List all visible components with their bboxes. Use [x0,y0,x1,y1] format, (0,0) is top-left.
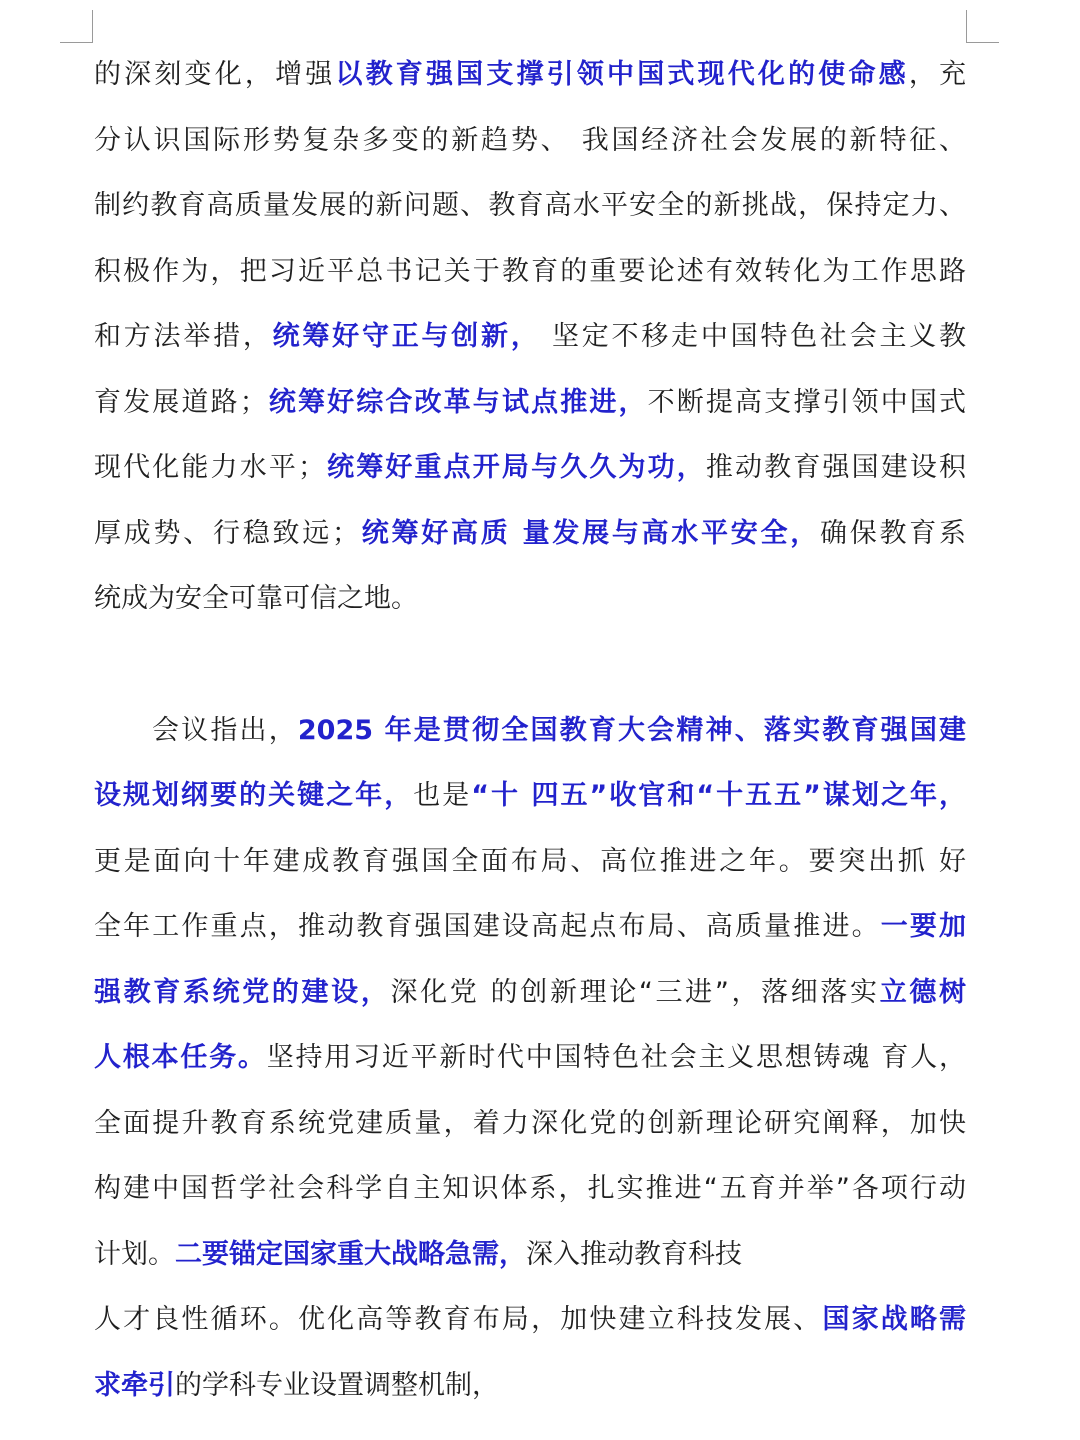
text-run: 现代化能力水平； [94,452,325,483]
text-line [94,42,966,108]
paragraph-gap [94,632,966,698]
highlight-text: 求牵引 [94,1369,175,1401]
highlight-text: 二要锚定国家重大战略急需， [175,1238,526,1270]
text-run: 深入推动教育科技 [526,1238,742,1270]
highlight-text: “十 四五”收官和“十五五”谋划之年， [471,780,966,811]
text-line [94,173,966,239]
text-run: 和方法举措， [94,321,273,352]
document-page [94,42,966,1418]
text-line [94,239,966,305]
text-run: 全面提升教育系统党建质量，着力深化党的创新理论研究阐释，加快 [94,1107,966,1139]
text-run: 的深刻变化，增强 [94,59,336,90]
text-run: 不断提高支撑引领中国式 [647,386,966,418]
text-run: 统成为安全可靠可信之地。 [94,583,418,614]
highlight-text: 设规划纲要的关键之年， [94,780,414,811]
text-line [94,763,966,829]
highlight-text: 国家战略需 [822,1304,966,1335]
text-run: 更是面向十年建成教育强国全面布局、高位推进之年。要突出抓 好 [94,845,966,877]
text-run: 会议指出， [152,714,298,746]
highlight-text: 统筹好高质 量发展与高水平安全， [358,517,821,549]
highlight-text: 2025 年是贯彻全国教育大会精神、落实教育强国建 [297,714,966,746]
text-line [94,1025,966,1091]
highlight-text: 一要加 [880,911,966,942]
text-line [94,501,966,567]
text-run: 计划。 [94,1238,175,1270]
text-run: 厚成势、行稳致远； [94,517,359,549]
text-run: 的学科专业设置调整机制， [175,1369,499,1401]
text-line [94,304,966,370]
text-line [94,108,966,174]
text-line [94,1156,966,1222]
crop-mark-top-right [966,10,999,43]
text-line [94,566,966,632]
text-run: 坚持用习近平新时代中国特色社会主义思想铸魂 育人， [266,1042,966,1073]
highlight-text: 以教育强国支撑引领中国式现代化的使命感 [335,59,909,90]
text-run: 分认识国际形势复杂多变的新趋势、 我国经济社会发展的新特征、 [94,124,966,156]
crop-mark-top-left [60,10,93,43]
highlight-text: 统筹好综合改革与试点推进， [266,386,648,418]
highlight-text: 人根本任务。 [94,1042,267,1073]
paragraph-2 [94,698,966,1419]
text-line [94,370,966,436]
text-run: 也是 [413,780,472,811]
text-run: 确保教育系 [820,517,966,549]
text-line [94,698,966,764]
text-line [94,960,966,1026]
text-run: 深化党 的创新理论“三进”，落细落实 [390,976,880,1008]
text-run: 积极作为，把习近平总书记关于教育的重要论述有效转化为工作思路 [94,255,966,287]
text-run: 育发展道路； [94,386,267,418]
highlight-text: 统筹好重点开局与久久为功， [324,452,706,483]
text-line [94,1353,966,1419]
text-line [94,894,966,960]
text-line [94,1222,966,1288]
text-line [94,1287,966,1353]
highlight-text: 立德树 [879,976,966,1008]
highlight-text: 强教育系统党的建设， [94,976,391,1008]
text-line [94,829,966,895]
text-run: 坚定不移走中国特色社会主义教 [540,321,966,352]
text-run: 全年工作重点，推动教育强国建设高起点布局、高质量推进。 [94,911,881,942]
highlight-text: 统筹好守正与创新， [272,321,541,352]
text-run: 制约教育高质量发展的新问题、教育高水平安全的新挑战，保持定力、 [94,190,966,221]
text-run: 人才良性循环。优化高等教育布局，加快建立科技发展、 [94,1304,823,1335]
paragraph-1 [94,42,966,632]
text-run: ，充 [908,59,966,90]
text-run: 构建中国哲学社会科学自主知识体系，扎实推进“五育并举”各项行动 [94,1173,966,1204]
text-line [94,435,966,501]
text-line [94,1091,966,1157]
text-run: 推动教育强国建设积 [705,452,966,483]
